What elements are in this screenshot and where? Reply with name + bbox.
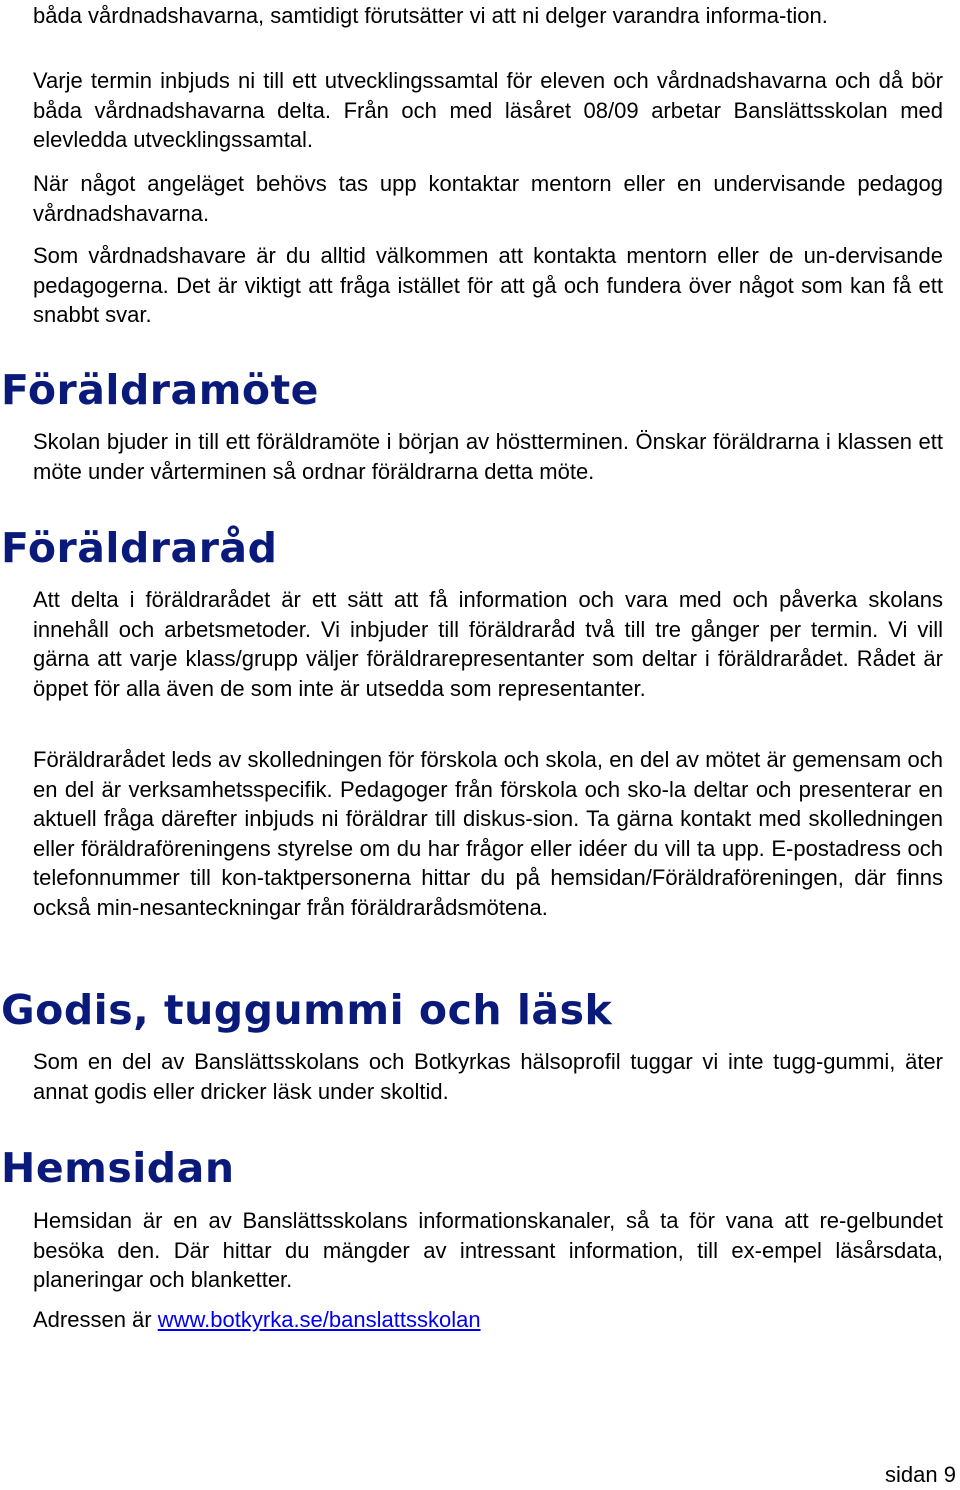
heading-foraldramote: Föräldramöte: [1, 366, 319, 414]
paragraph-candy-policy: Som en del av Banslättsskolans och Botkyrkas hälsoprofil tuggar vi inte tugg-gummi, äter annat godis eller dricker läsk under skoltid.: [33, 1049, 943, 1104]
paragraph-parent-council-intro: Att delta i föräldrarådet är ett sätt att få information och vara med och påverka skolans innehåll och arbetsmetoder. Vi inbjuder till föräldraråd två till tre gånger per termin. Vi vill gärna att varje klass/grupp väljer föräldrarepresentanter som deltar i föräldrarådet. Rådet är öppet för alla även de som inte är utsedda som representanter.: [33, 587, 943, 701]
paragraph-development-talk: Varje termin inbjuds ni till ett utvecklingssamtal för eleven och vårdnadshavarna och då bör båda vårdnadshavarna delta. Från och med läsåret 08/09 arbetar Banslättsskolan med elevledda utvecklingssamtal.: [33, 68, 943, 152]
paragraph-parent-meeting: Skolan bjuder in till ett föräldramöte i början av höstterminen. Önskar föräldrarna i klassen ett möte under vårterminen så ordnar föräldrarna detta möte.: [33, 429, 943, 484]
paragraph-mentor-contact: När något angeläget behövs tas upp kontaktar mentorn eller en undervisande pedagog vårdnadshavarna.: [33, 171, 943, 226]
page-number: sidan 9: [885, 1462, 956, 1487]
website-link[interactable]: www.botkyrka.se/banslattsskolan: [157, 1307, 481, 1332]
heading-hemsidan: Hemsidan: [1, 1144, 235, 1192]
paragraph-guardian-welcome: Som vårdnadshavare är du alltid välkommen att kontakta mentorn eller de un-dervisande pedagogerna. Det är viktigt att fråga istället för att gå och fundera över något som kan få ett snabbt svar.: [33, 243, 943, 327]
paragraph-information-sharing: båda vårdnadshavarna, samtidigt förutsätter vi att ni delger varandra informa-tion.: [33, 3, 828, 28]
heading-godis: Godis, tuggummi och läsk: [1, 986, 613, 1034]
address-prefix: Adressen är: [33, 1307, 158, 1332]
paragraph-website-info: Hemsidan är en av Banslättsskolans informationskanaler, så ta för vana att re-gelbundet besöka den. Där hittar du mängder av intressant information, till ex-empel läsårsdata, planeringar och blanketter.: [33, 1208, 943, 1292]
heading-foraldrarad: Föräldraråd: [1, 524, 278, 572]
paragraph-website-address: [33, 1305, 943, 1335]
paragraph-parent-council-details: Föräldrarådet leds av skolledningen för förskola och skola, en del av mötet är gemensam och en del är verksamhetsspecifik. Pedagoger från förskola och sko-la deltar och presenterar en aktuell fråga därefter inbjuds ni föräldrar till diskus-sion. Ta gärna kontakt med skolledningen eller föräldraföreningens styrelse om du har frågor eller idéer du vill ta upp. E-postadress och telefonnummer till kon-taktpersonerna hittar du på hemsidan/Föräldraföreningen, där finns också min-nesanteckningar från föräldrarådsmötena.: [33, 747, 943, 920]
